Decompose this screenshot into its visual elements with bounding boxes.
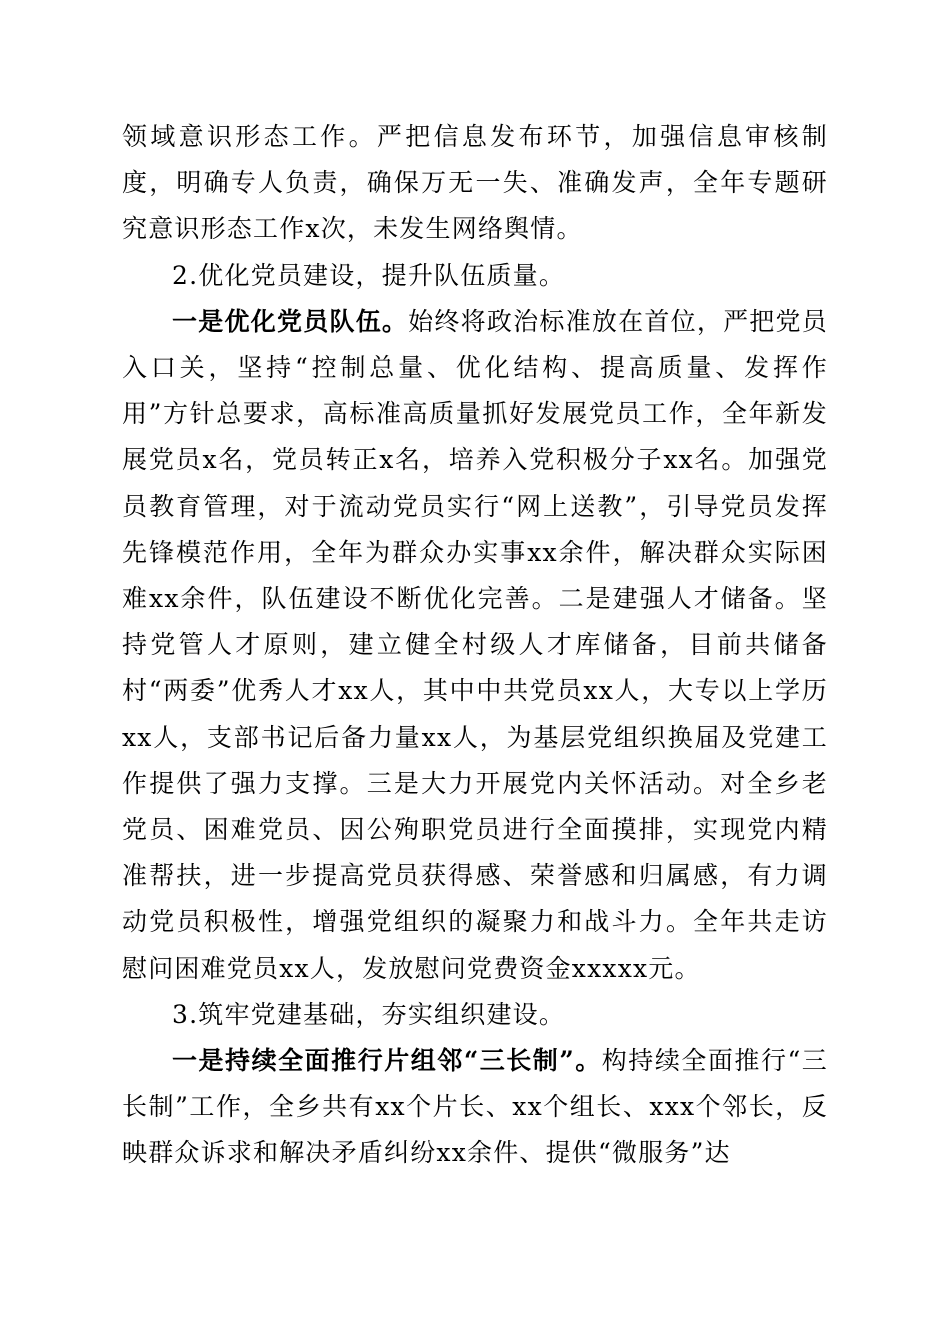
section-heading-text: 2.优化党员建设，提升队伍质量。	[172, 260, 566, 290]
paragraph-lead-bold: 一是优化党员队伍。	[172, 306, 409, 336]
paragraph-party-member-team	[122, 299, 828, 992]
section-heading-party-member-building	[122, 253, 828, 299]
document-body	[122, 114, 828, 1177]
paragraph-lead-bold: 一是持续全面推行片组邻“三长制”。	[172, 1046, 602, 1076]
section-heading-text: 3.筑牢党建基础，夯实组织建设。	[172, 999, 566, 1029]
paragraph-ideology-continued	[122, 114, 828, 253]
paragraph-three-chief-system	[122, 1038, 828, 1177]
section-heading-party-foundation	[122, 992, 828, 1038]
paragraph-text: 领域意识形态工作。严把信息发布环节，加强信息审核制度，明确专人负责，确保万无一失、准确发声，全年专题研究意识形态工作x次，未发生网络舆情。	[122, 122, 828, 244]
paragraph-text: 始终将政治标准放在首位，严把党员入口关，坚持“控制总量、优化结构、提高质量、发挥作用”方针总要求，高标准高质量抓好发展党员工作，全年新发展党员x名，党员转正x名，培养入党积极分子xx名。加强党员教育管理，对于流动党员实行“网上送教”，引导党员发挥先锋模范作用，全年为群众办实事xx余件，解决群众实际困难xx余件，队伍建设不断优化完善。二是建强人才储备。坚持党管人才原则，建立健全村级人才库储备，目前共储备村“两委”优秀人才xx人，其中中共党员xx人，大专以上学历xx人，支部书记后备力量xx人，为基层党组织换届及党建工作提供了强力支撑。三是大力开展党内关怀活动。对全乡老党员、困难党员、因公殉职党员进行全面摸排，实现党内精准帮扶，进一步提高党员获得感、荣誉感和归属感，有力调动党员积极性，增强党组织的凝聚力和战斗力。全年共走访慰问困难党员xx人，发放慰问党费资金xxxxx元。	[122, 306, 828, 983]
paragraph-text: 构持续全面推行“三长制”工作，全乡共有xx个片长、xx个组长、xxx个邻长，反映群众诉求和解决矛盾纠纷xx余件、提供“微服务”达	[122, 1046, 828, 1168]
